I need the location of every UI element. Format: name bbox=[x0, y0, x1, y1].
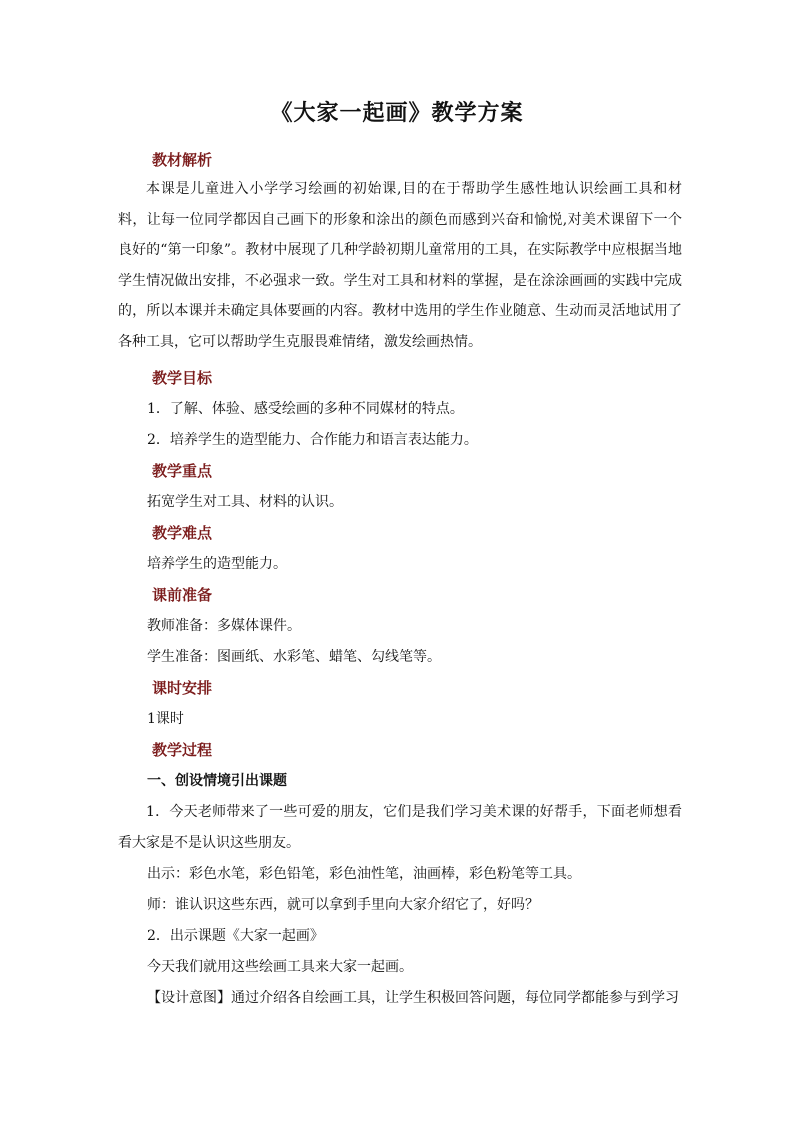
process-subheading: 一、创设情境引出课题 bbox=[147, 773, 287, 789]
page-title: 《大家一起画》教学方案 bbox=[270, 100, 524, 126]
goal-item-2: 2．培养学生的造型能力、合作能力和语言表达能力。 bbox=[147, 432, 478, 448]
heading-textbook: 教材解析 bbox=[152, 151, 213, 169]
key-points-text: 拓宽学生对工具、材料的认识。 bbox=[147, 494, 343, 510]
process-teacher-question: 师：谁认识这些东西，就可以拿到手里向大家介绍它了，好吗？ bbox=[147, 897, 539, 913]
heading-process: 教学过程 bbox=[152, 741, 213, 759]
process-today: 今天我们就用这些绘画工具来大家一起画。 bbox=[147, 959, 413, 975]
process-step-2: 2．出示课题《大家一起画》 bbox=[147, 928, 324, 944]
process-step-1: 1．今天老师带来了一些可爱的朋友，它们是我们学习美术课的好帮手，下面老师想看看大家是不是认识这些朋友。 bbox=[118, 804, 682, 851]
schedule-text: 1课时 bbox=[147, 711, 184, 727]
heading-goals: 教学目标 bbox=[152, 369, 213, 387]
prep-teacher: 教师准备：多媒体课件。 bbox=[147, 618, 301, 634]
heading-schedule: 课时安排 bbox=[152, 679, 213, 697]
heading-key-points: 教学重点 bbox=[152, 462, 213, 480]
process-show: 出示：彩色水笔，彩色铅笔，彩色油性笔，油画棒，彩色粉笔等工具。 bbox=[147, 866, 581, 882]
process-design-intent: 【设计意图】通过介绍各自绘画工具，让学生积极回答问题，每位同学都能参与到学习 bbox=[147, 990, 679, 1006]
prep-student: 学生准备：图画纸、水彩笔、蜡笔、勾线笔等。 bbox=[147, 649, 441, 665]
heading-difficulty: 教学难点 bbox=[152, 524, 213, 542]
paragraph-textbook: 本课是儿童进入小学学习绘画的初始课,目的在于帮助学生感性地认识绘画工具和材料，让每一位同学都因自己画下的形象和涂出的颜色而感到兴奋和愉悦,对美术课留下一个良好的“第一印象”。教材中展现了几种学龄初期儿童常用的工具，在实际教学中应根据当地学生情况做出安排，不必强求一致。学生对工具和材料的掌握，是在涂涂画画的实践中完成的，所以本课并未确定具体要画的内容。教材中选用的学生作业随意、生动而灵活地试用了各种工具，它可以帮助学生克服畏难情绪，激发绘画热情。 bbox=[118, 181, 682, 350]
heading-preparation: 课前准备 bbox=[152, 586, 213, 604]
goal-item-1: 1．了解、体验、感受绘画的多种不同媒材的特点。 bbox=[147, 401, 464, 417]
difficulty-text: 培养学生的造型能力。 bbox=[147, 556, 287, 572]
